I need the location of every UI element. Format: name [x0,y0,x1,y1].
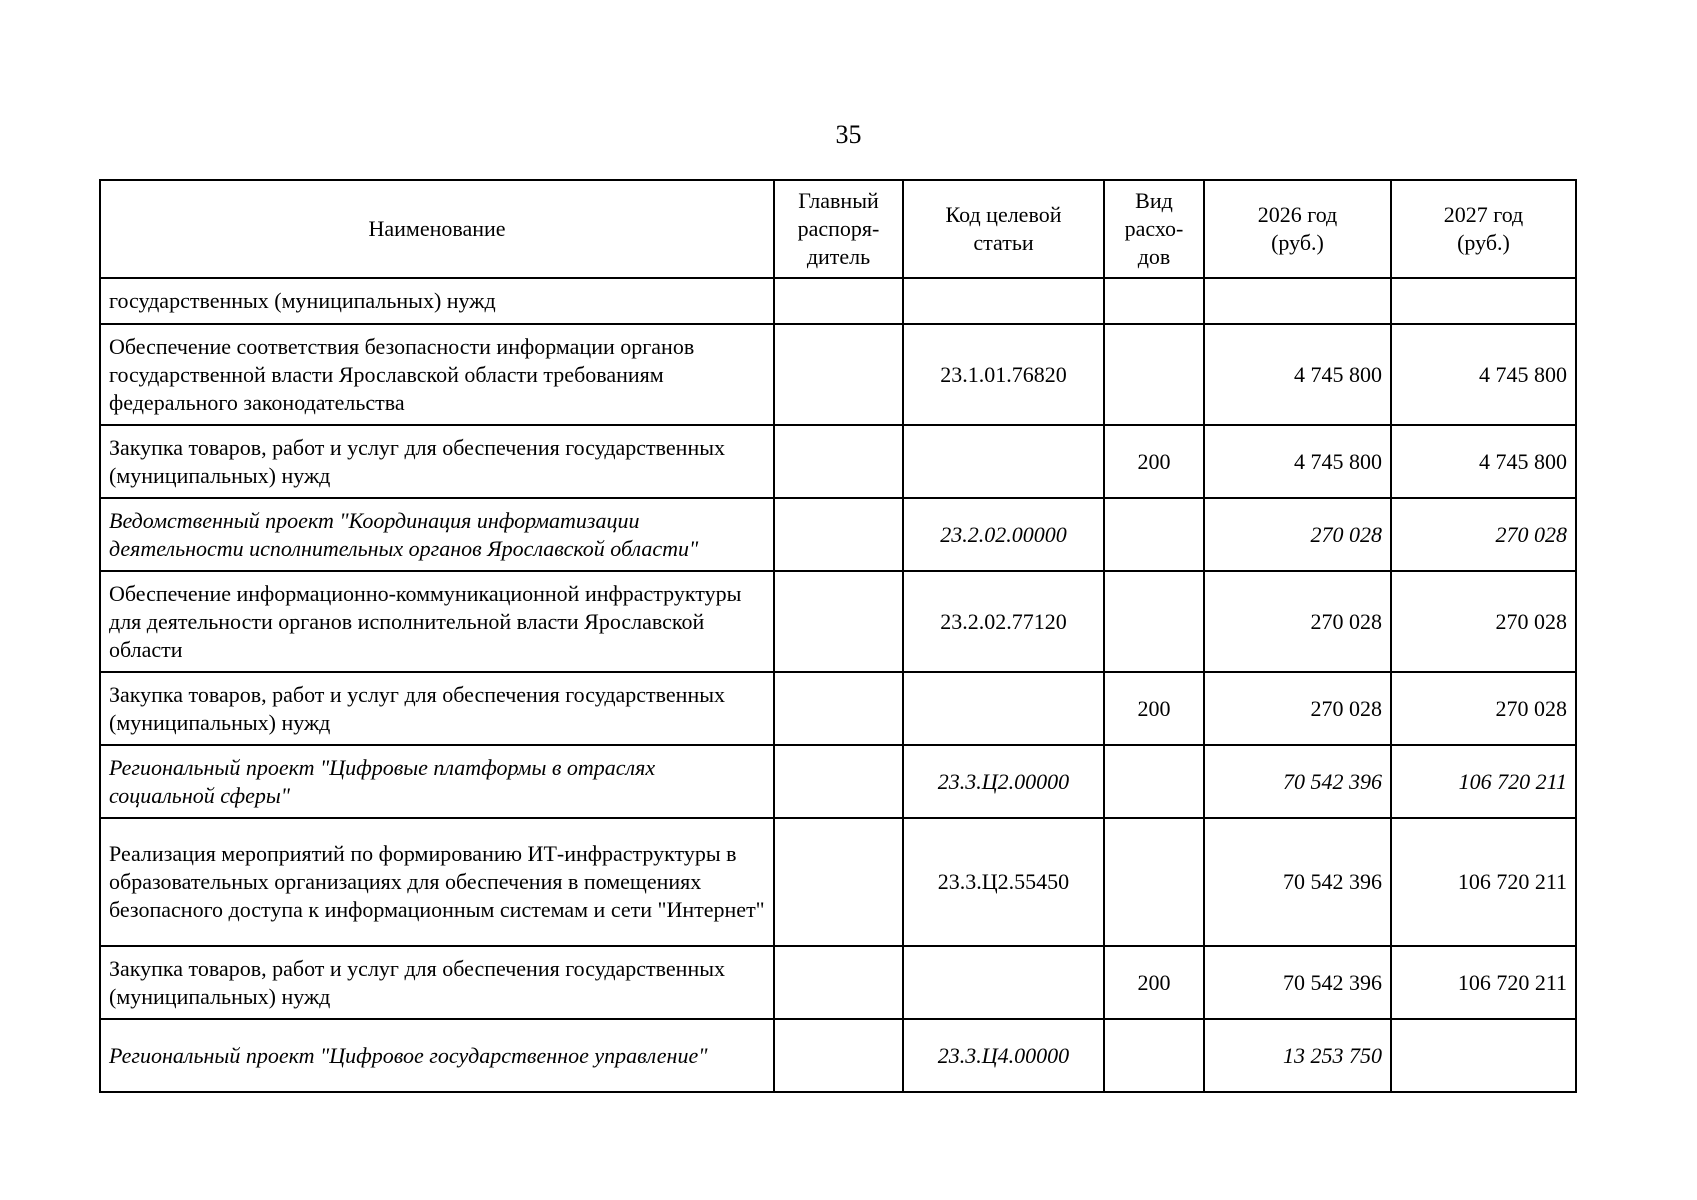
table-row [100,946,1576,1019]
row-2026: 270 028 [1204,498,1391,571]
row-target-code: 23.3.Ц2.55450 [903,818,1104,946]
row-2026: 70 542 396 [1204,745,1391,818]
row-expense-type [1104,571,1204,672]
row-2027: 270 028 [1391,498,1576,571]
row-expense-type: 200 [1104,672,1204,745]
row-main-manager [774,818,903,946]
row-2026: 70 542 396 [1204,946,1391,1019]
row-name: государственных (муниципальных) нужд [100,278,774,324]
row-main-manager [774,745,903,818]
row-target-code: 23.3.Ц2.00000 [903,745,1104,818]
row-2026: 70 542 396 [1204,818,1391,946]
header-expense-type: Вид расхо- дов [1104,180,1204,278]
row-expense-type [1104,818,1204,946]
row-2026 [1204,278,1391,324]
row-expense-type [1104,745,1204,818]
row-expense-type: 200 [1104,425,1204,498]
row-expense-type [1104,498,1204,571]
row-2027: 270 028 [1391,672,1576,745]
row-main-manager [774,1019,903,1092]
row-target-code: 23.1.01.76820 [903,324,1104,425]
row-2026: 13 253 750 [1204,1019,1391,1092]
row-name: Закупка товаров, работ и услуг для обеспечения государственных (муниципальных) нужд [100,672,774,745]
page-number: 35 [835,120,862,149]
table-row [100,1019,1576,1092]
row-name: Закупка товаров, работ и услуг для обеспечения государственных (муниципальных) нужд [100,946,774,1019]
table-header-row [100,180,1576,278]
row-main-manager [774,324,903,425]
row-name: Реализация мероприятий по формированию ИТ-инфраструктуры в образовательных организациях для обеспечения в помещениях безопасного доступа к информационным системам и сети "Интернет" [100,818,774,946]
row-2026: 270 028 [1204,672,1391,745]
row-target-code [903,425,1104,498]
row-name: Региональный проект "Цифровое государственное управление" [100,1019,774,1092]
table-row [100,745,1576,818]
row-main-manager [774,278,903,324]
row-name: Обеспечение соответствия безопасности информации органов государственной власти Ярославской области требованиям федерального законодательства [100,324,774,425]
row-2027 [1391,1019,1576,1092]
row-expense-type: 200 [1104,946,1204,1019]
row-target-code: 23.2.02.00000 [903,498,1104,571]
row-2027: 106 720 211 [1391,946,1576,1019]
header-name: Наименование [100,180,774,278]
row-2027: 106 720 211 [1391,818,1576,946]
table-row [100,498,1576,571]
row-2027: 270 028 [1391,571,1576,672]
row-expense-type [1104,1019,1204,1092]
row-expense-type [1104,278,1204,324]
budget-table [99,179,1577,1093]
table-row [100,324,1576,425]
row-main-manager [774,425,903,498]
row-main-manager [774,946,903,1019]
row-2027: 106 720 211 [1391,745,1576,818]
table-row [100,571,1576,672]
row-2027: 4 745 800 [1391,324,1576,425]
row-target-code [903,946,1104,1019]
row-main-manager [774,571,903,672]
row-name: Ведомственный проект "Координация информатизации деятельности исполнительных органов Ярославской области" [100,498,774,571]
row-target-code: 23.2.02.77120 [903,571,1104,672]
row-name: Обеспечение информационно-коммуникационной инфраструктуры для деятельности органов исполнительной власти Ярославской области [100,571,774,672]
row-name: Региональный проект "Цифровые платформы в отраслях социальной сферы" [100,745,774,818]
row-main-manager [774,672,903,745]
row-expense-type [1104,324,1204,425]
row-2026: 4 745 800 [1204,425,1391,498]
table-row [100,425,1576,498]
row-2027 [1391,278,1576,324]
header-target-code: Код целевой статьи [903,180,1104,278]
row-2026: 4 745 800 [1204,324,1391,425]
header-2027: 2027 год (руб.) [1391,180,1576,278]
header-main-manager: Главный распоря- дитель [774,180,903,278]
row-name: Закупка товаров, работ и услуг для обеспечения государственных (муниципальных) нужд [100,425,774,498]
row-target-code [903,672,1104,745]
row-target-code: 23.3.Ц4.00000 [903,1019,1104,1092]
table-row [100,818,1576,946]
row-2027: 4 745 800 [1391,425,1576,498]
row-2026: 270 028 [1204,571,1391,672]
row-target-code [903,278,1104,324]
header-2026: 2026 год (руб.) [1204,180,1391,278]
row-main-manager [774,498,903,571]
table-row [100,278,1576,324]
table-row [100,672,1576,745]
